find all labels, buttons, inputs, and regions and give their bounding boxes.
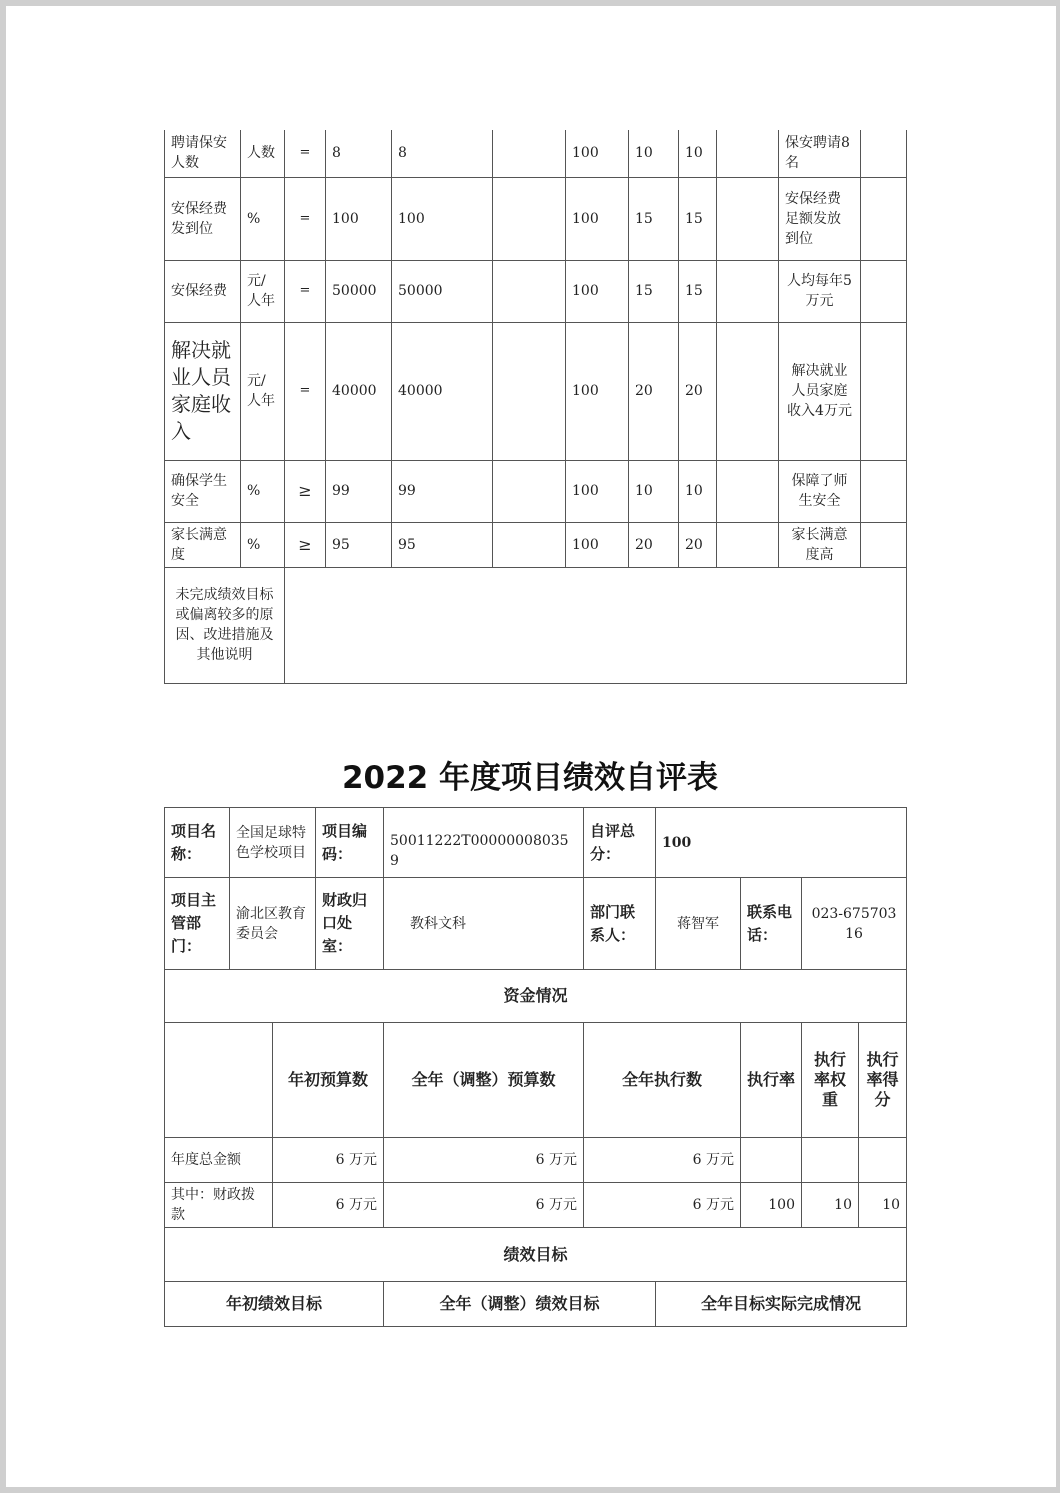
section-row <box>165 1228 907 1282</box>
indicator-empty-cell <box>717 522 779 567</box>
indicator-note: 解决就业人员家庭收入4万元 <box>779 322 861 460</box>
indicator-score: 15 <box>679 260 717 322</box>
indicator-empty-cell <box>493 177 566 260</box>
indicator-actual: 95 <box>392 522 493 567</box>
indicator-empty-cell <box>861 460 907 522</box>
funds-header-cell: 全年（调整）预算数 <box>384 1023 584 1138</box>
indicator-name: 确保学生安全 <box>165 460 241 522</box>
contact-label: 部门联系人： <box>584 878 656 970</box>
indicator-score-full: 100 <box>566 260 629 322</box>
funds-initial: 6 万元 <box>273 1138 384 1183</box>
indicator-unit: % <box>241 177 285 260</box>
indicator-unit: 元/人年 <box>241 322 285 460</box>
funds-header-row <box>165 1023 907 1138</box>
funds-header-cell: 执行率权重 <box>802 1023 859 1138</box>
indicator-empty-cell <box>717 130 779 177</box>
phone-label: 联系电话： <box>741 878 802 970</box>
perf-header-cell: 全年（调整）绩效目标 <box>384 1282 656 1327</box>
indicator-row <box>165 130 907 177</box>
indicator-name: 解决就业人员家庭收入 <box>165 322 241 460</box>
indicator-weight: 20 <box>629 522 679 567</box>
indicator-actual: 8 <box>392 130 493 177</box>
funds-header-cell: 全年执行数 <box>584 1023 741 1138</box>
indicator-actual: 100 <box>392 177 493 260</box>
funds-rate-score <box>859 1138 907 1183</box>
indicator-operator: ≥ <box>285 522 326 567</box>
indicator-name: 聘请保安人数 <box>165 130 241 177</box>
indicator-operator: = <box>285 260 326 322</box>
indicator-weight: 15 <box>629 177 679 260</box>
perf-section-title: 绩效目标 <box>165 1228 907 1282</box>
indicator-empty-cell <box>861 177 907 260</box>
indicator-empty-cell <box>861 322 907 460</box>
indicator-name: 家长满意度 <box>165 522 241 567</box>
indicator-empty-cell <box>493 130 566 177</box>
indicator-unit: % <box>241 522 285 567</box>
form-title: 2022 年度项目绩效自评表 <box>341 760 719 796</box>
funds-row-label: 其中：财政拨款 <box>165 1183 273 1228</box>
funds-rate-weight: 10 <box>802 1183 859 1228</box>
indicator-score: 20 <box>679 522 717 567</box>
funds-row <box>165 1138 907 1183</box>
funds-header-cell: 年初预算数 <box>273 1023 384 1138</box>
unfinished-label: 未完成绩效目标或偏离较多的原因、改进措施及其他说明 <box>165 567 285 683</box>
info-row <box>165 878 907 970</box>
indicator-operator: = <box>285 322 326 460</box>
indicator-operator: = <box>285 177 326 260</box>
indicator-row <box>165 522 907 567</box>
indicator-score: 10 <box>679 130 717 177</box>
finance-value: 教科文科 <box>384 878 584 970</box>
indicator-operator: ≥ <box>285 460 326 522</box>
indicator-empty-cell <box>861 130 907 177</box>
indicator-empty-cell <box>493 260 566 322</box>
indicator-score-full: 100 <box>566 177 629 260</box>
indicator-score-full: 100 <box>566 130 629 177</box>
indicator-target: 99 <box>326 460 392 522</box>
project-name-label: 项目名称： <box>165 808 230 878</box>
indicator-empty-cell <box>861 260 907 322</box>
indicator-empty-cell <box>861 522 907 567</box>
indicator-weight: 20 <box>629 322 679 460</box>
funds-section-title: 资金情况 <box>165 970 907 1023</box>
indicator-score-full: 100 <box>566 522 629 567</box>
indicator-actual: 40000 <box>392 322 493 460</box>
indicator-score-full: 100 <box>566 322 629 460</box>
indicator-unit: % <box>241 460 285 522</box>
self-score-value: 100 <box>656 808 907 878</box>
indicator-operator: = <box>285 130 326 177</box>
unfinished-row <box>165 567 907 683</box>
indicator-target: 100 <box>326 177 392 260</box>
indicator-weight: 10 <box>629 130 679 177</box>
indicator-score: 20 <box>679 322 717 460</box>
indicator-table <box>164 130 907 684</box>
indicator-empty-cell <box>717 460 779 522</box>
contact-value: 蒋智军 <box>656 878 741 970</box>
funds-header-cell: 执行率 <box>741 1023 802 1138</box>
indicator-row <box>165 177 907 260</box>
indicator-score-full: 100 <box>566 460 629 522</box>
indicator-empty-cell <box>493 322 566 460</box>
indicator-weight: 10 <box>629 460 679 522</box>
funds-row <box>165 1183 907 1228</box>
funds-rate <box>741 1138 802 1183</box>
indicator-note: 家长满意度高 <box>779 522 861 567</box>
perf-header-row <box>165 1282 907 1327</box>
funds-adjusted: 6 万元 <box>384 1183 584 1228</box>
indicator-empty-cell <box>717 177 779 260</box>
project-code-label: 项目编码： <box>316 808 384 878</box>
indicator-empty-cell <box>717 260 779 322</box>
self-score-label: 自评总分： <box>584 808 656 878</box>
perf-header-cell: 全年目标实际完成情况 <box>656 1282 907 1327</box>
indicator-target: 40000 <box>326 322 392 460</box>
indicator-name: 安保经费发到位 <box>165 177 241 260</box>
dept-value: 渝北区教育委员会 <box>230 878 316 970</box>
funds-initial: 6 万元 <box>273 1183 384 1228</box>
indicator-empty-cell <box>493 522 566 567</box>
dept-label: 项目主管部门： <box>165 878 230 970</box>
phone-value: 023-67570316 <box>802 878 907 970</box>
indicator-note: 保安聘请8名 <box>779 130 861 177</box>
indicator-unit: 人数 <box>241 130 285 177</box>
indicator-score: 10 <box>679 460 717 522</box>
project-code-value: 50011222T000000080359 <box>384 808 584 878</box>
indicator-note: 安保经费足额发放到位 <box>779 177 861 260</box>
section-row <box>165 970 907 1023</box>
indicator-row <box>165 322 907 460</box>
indicator-target: 8 <box>326 130 392 177</box>
indicator-empty-cell <box>493 460 566 522</box>
project-form-table <box>164 807 907 1327</box>
funds-executed: 6 万元 <box>584 1138 741 1183</box>
funds-rate-score: 10 <box>859 1183 907 1228</box>
finance-label: 财政归口处室： <box>316 878 384 970</box>
funds-rate: 100 <box>741 1183 802 1228</box>
indicator-empty-cell <box>717 322 779 460</box>
indicator-target: 50000 <box>326 260 392 322</box>
indicator-note: 保障了师生安全 <box>779 460 861 522</box>
unfinished-value <box>285 567 907 683</box>
funds-adjusted: 6 万元 <box>384 1138 584 1183</box>
indicator-unit: 元/人年 <box>241 260 285 322</box>
funds-header-cell <box>165 1023 273 1138</box>
funds-executed: 6 万元 <box>584 1183 741 1228</box>
indicator-name: 安保经费 <box>165 260 241 322</box>
indicator-actual: 99 <box>392 460 493 522</box>
project-name-value: 全国足球特色学校项目 <box>230 808 316 878</box>
indicator-actual: 50000 <box>392 260 493 322</box>
perf-header-cell: 年初绩效目标 <box>165 1282 384 1327</box>
funds-rate-weight <box>802 1138 859 1183</box>
info-row <box>165 808 907 878</box>
indicator-row <box>165 260 907 322</box>
funds-row-label: 年度总金额 <box>165 1138 273 1183</box>
indicator-target: 95 <box>326 522 392 567</box>
funds-header-cell: 执行率得分 <box>859 1023 907 1138</box>
indicator-row <box>165 460 907 522</box>
indicator-score: 15 <box>679 177 717 260</box>
indicator-note: 人均每年5万元 <box>779 260 861 322</box>
indicator-weight: 15 <box>629 260 679 322</box>
